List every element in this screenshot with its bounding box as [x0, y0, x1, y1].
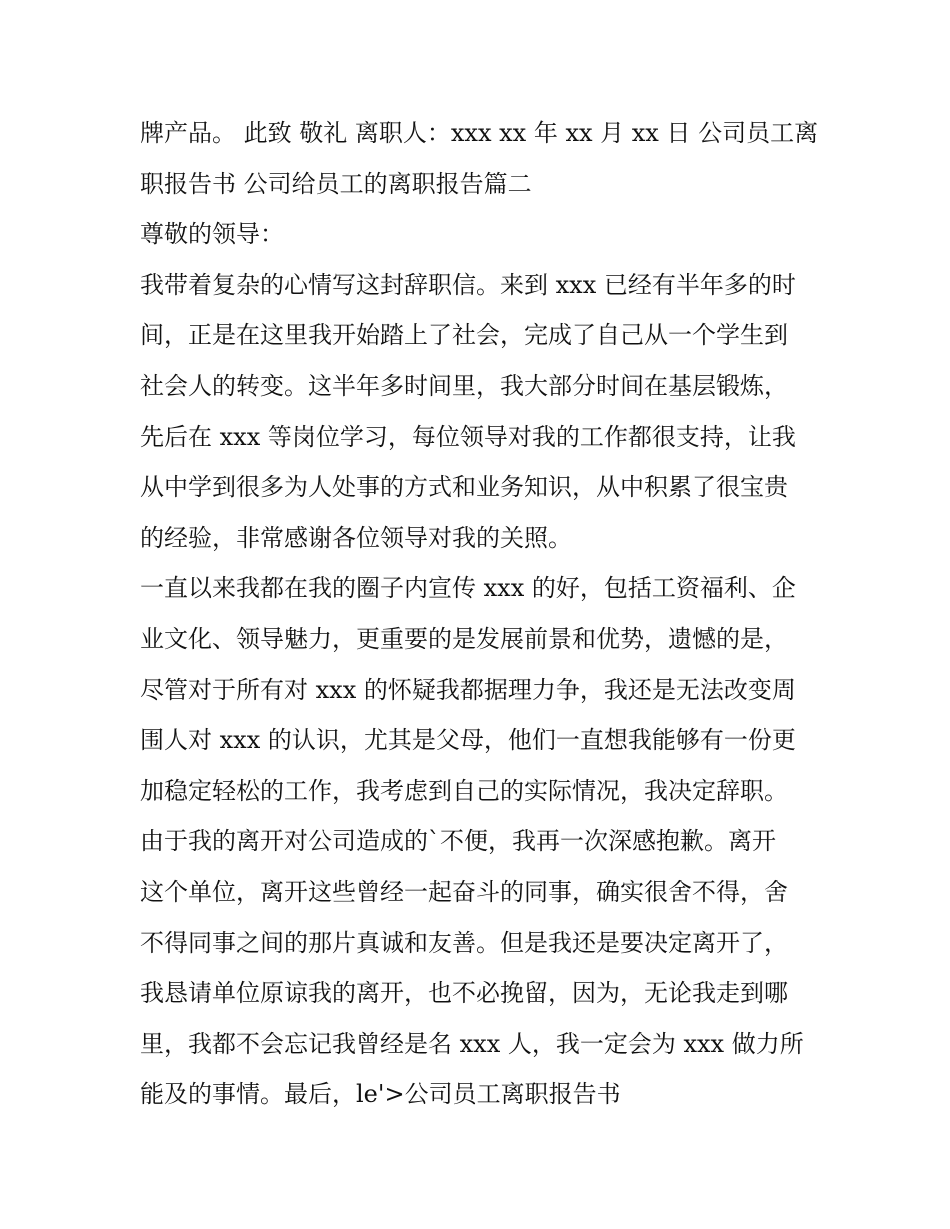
- text-line-10: 一直以来我都在我的圈子内宣传 xxx 的好，包括工资福利、企: [140, 574, 796, 603]
- text-line-2: 职报告书 公司给员工的离职报告篇二: [140, 169, 532, 198]
- text-line-19: 里，我都不会忘记我曾经是名 xxx 人，我一定会为 xxx 做力所: [140, 1029, 804, 1058]
- text-line-15: 由于我的离开对公司造成的`不便，我再一次深感抱歉。离开: [140, 827, 776, 856]
- text-line-4: 我带着复杂的心情写这封辞职信。来到 xxx 已经有半年多的时: [140, 270, 796, 299]
- text-line-1: 牌产品。 此致 敬礼 离职人：xxx xx 年 xx 月 xx 日 公司员工离: [140, 119, 819, 147]
- text-line-20: 能及的事情。最后，le'>公司员工离职报告书: [140, 1080, 621, 1109]
- text-line-8: 从中学到很多为人处事的方式和业务知识，从中积累了很宝贵: [140, 473, 788, 502]
- text-line-13: 围人对 xxx 的认识，尤其是父母，他们一直想我能够有一份更: [140, 726, 796, 755]
- text-line-6: 社会人的转变。这半年多时间里，我大部分时间在基层锻炼，: [140, 371, 788, 400]
- text-line-9: 的经验，非常感谢各位领导对我的关照。: [140, 523, 572, 552]
- text-line-12: 尽管对于所有对 xxx 的怀疑我都据理力争，我还是无法改变周: [140, 675, 796, 704]
- text-line-18: 我恳请单位原谅我的离开，也不必挽留，因为，无论我走到哪: [140, 979, 788, 1008]
- text-line-5: 间，正是在这里我开始踏上了社会，完成了自己从一个学生到: [140, 321, 788, 350]
- text-line-16: 这个单位，离开这些曾经一起奋斗的同事，确实很舍不得，舍: [140, 877, 788, 906]
- text-line-11: 业文化、领导魅力，更重要的是发展前景和优势，遗憾的是，: [140, 624, 788, 653]
- text-line-17: 不得同事之间的那片真诚和友善。但是我还是要决定离开了，: [140, 928, 788, 957]
- text-line-14: 加稳定轻松的工作，我考虑到自己的实际情况，我决定辞职。: [140, 776, 788, 805]
- text-line-7: 先后在 xxx 等岗位学习，每位领导对我的工作都很支持，让我: [140, 422, 796, 451]
- salutation-line: 尊敬的领导：: [140, 220, 284, 249]
- document-body: [140, 108, 820, 1120]
